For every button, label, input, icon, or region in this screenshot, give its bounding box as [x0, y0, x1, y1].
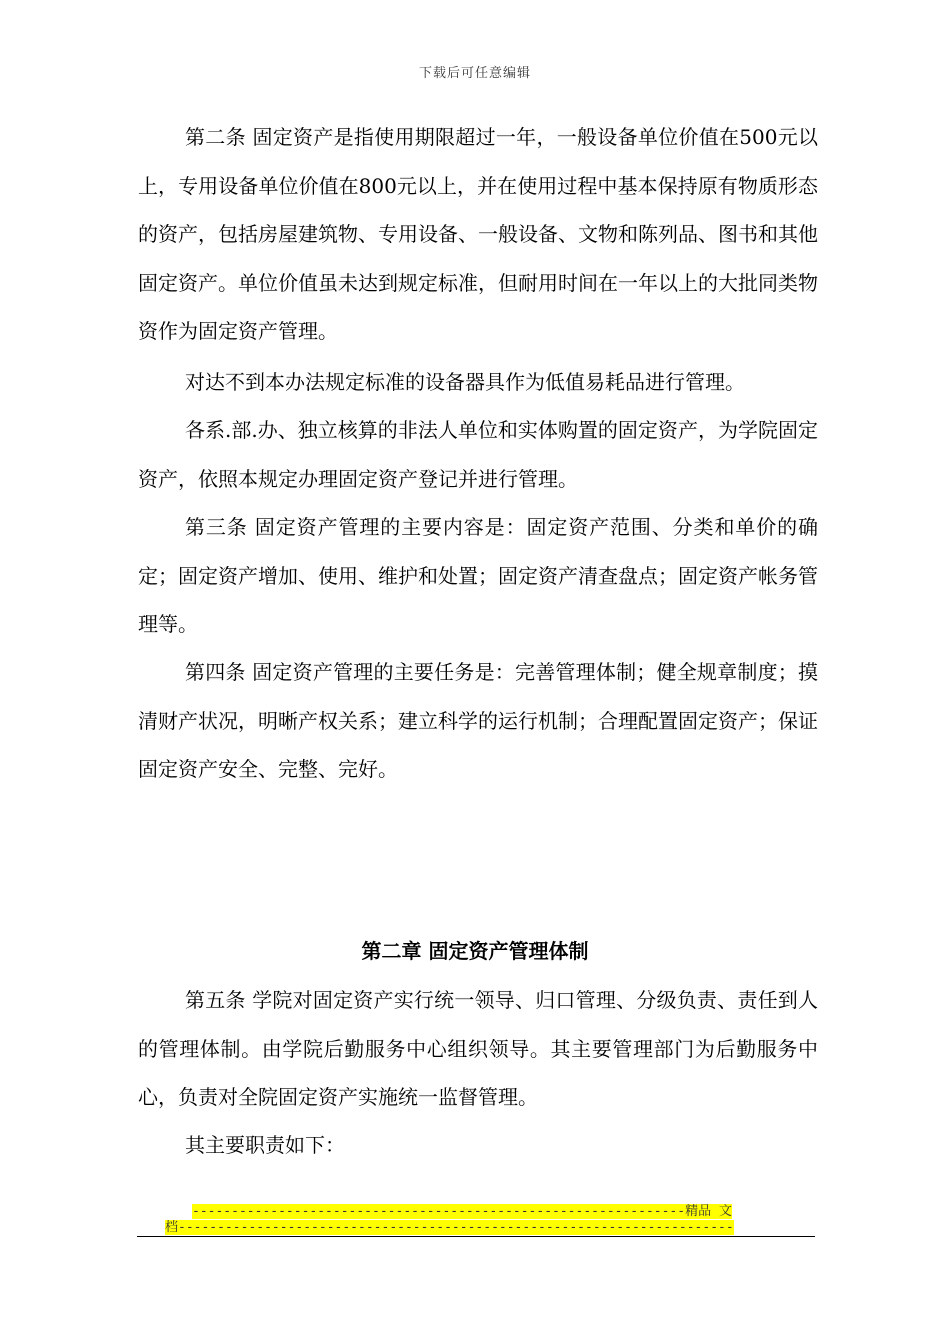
footer-rule	[137, 1236, 815, 1237]
article-2-paragraph: 第二条 固定资产是指使用期限超过一年，一般设备单位价值在500元以上，专用设备单位价值在800元以上，并在使用过程中基本保持原有物质形态的资产，包括房屋建筑物、专用设备、一般设备、文物和陈列品、图书和其他固定资产。单位价值虽未达到规定标准，但耐用时间在一年以上的大批同类物资作为固定资产管理。	[138, 125, 818, 343]
page-header: 下载后可任意编辑	[418, 66, 531, 81]
footer-line-1: ---------------------------------------------------------------精品 文	[192, 1204, 732, 1219]
footer-line-2: 档-----------------------------------------------------------------------	[165, 1220, 734, 1235]
article-5-paragraph: 第五条 学院对固定资产实行统一领导、归口管理、分级负责、责任到人的管理体制。由学院后勤服务中心组织领导。其主要管理部门为后勤服务中心，负责对全院固定资产实施统一监督管理。	[138, 988, 818, 1109]
department-assets-paragraph: 各系.部.办、独立核算的非法人单位和实体购置的固定资产，为学院固定资产，依照本规定办理固定资产登记并进行管理。	[138, 418, 818, 491]
article-4-paragraph: 第四条 固定资产管理的主要任务是：完善管理体制；健全规章制度；摸清财产状况，明晰产权关系；建立科学的运行机制；合理配置固定资产；保证固定资产安全、完整、完好。	[138, 660, 818, 781]
chapter-title: 第二章 固定资产管理体制	[361, 939, 589, 963]
low-value-items-paragraph: 对达不到本办法规定标准的设备器具作为低值易耗品进行管理。	[185, 370, 745, 394]
footer-watermark	[165, 1204, 790, 1236]
article-3-paragraph: 第三条 固定资产管理的主要内容是：固定资产范围、分类和单价的确定；固定资产增加、使用、维护和处置；固定资产清查盘点；固定资产帐务管理等。	[138, 515, 818, 636]
main-duties-paragraph: 其主要职责如下：	[185, 1133, 345, 1157]
